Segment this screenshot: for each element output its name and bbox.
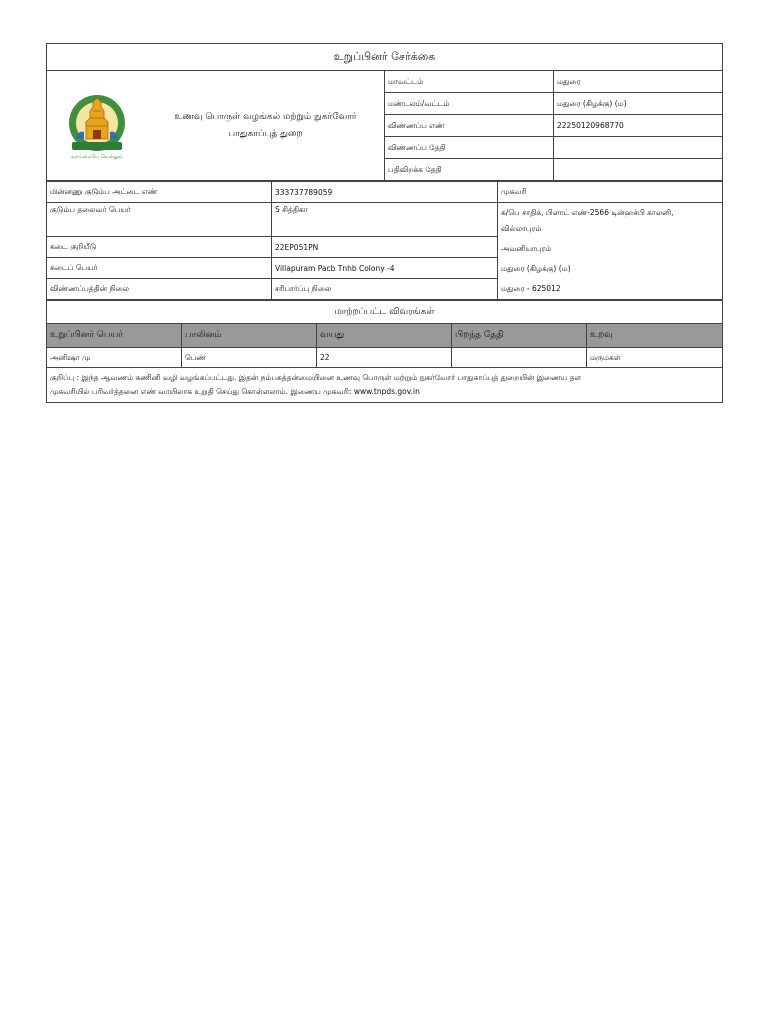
column-header: பாலினம் (182, 324, 317, 348)
meta-value (554, 137, 723, 159)
info-value: Villapuram Pacb Tnhb Colony -4 (272, 258, 498, 279)
meta-value: மதுரை (கிழக்கு) (ம) (554, 93, 723, 115)
info-value: S சித்திகா (272, 203, 498, 237)
meta-label: விண்ணப்ப எண் (385, 115, 554, 137)
column-header: உறவு (587, 324, 723, 348)
meta-value: 22250120968770 (554, 115, 723, 137)
info-label: விண்ணப்பத்தின் நிலை (47, 279, 272, 300)
member-name: அனிஷா மு (47, 348, 182, 368)
note: குறிப்பு : இந்த ஆவணம் கணினி வழி வழங்கப்பட்டது. இதன் நம்பகத்தன்மையினை உணவு பொருள் மற்றும் நுகர்வோர் பாதுகாப்புத் துறையின் இணைய தள முகவரியில் பரிவர்த்தனை எண் வாயிலாக உறுதி செய்து கொள்ளலாம். இணைய முகவரி: www.tnpds.gov.in (47, 368, 723, 403)
info-value: 22EP051PN (272, 237, 498, 258)
info-label: கடைப் பெயர் (47, 258, 272, 279)
logo (47, 92, 147, 160)
meta-label: மாவட்டம் (385, 71, 554, 93)
address-value: க/பெ சாதிக், பிளாட் எண்-2566 டின்ஹச்பி காலனி, வில்லாபுரம் அவனியாபுரம் மதுரை (கிழக்கு) (ம) மதுரை - 625012 (498, 203, 723, 300)
meta-label: பதிவிறக்க தேதி (385, 159, 554, 181)
department-name: உணவு பொருள் வழங்கல் மற்றும் நுகர்வோர் பாதுகாப்புத் துறை (174, 111, 357, 139)
address-label: முகவரி (498, 182, 723, 203)
table-row (47, 348, 723, 368)
logo-caption: வாய்மையே வெல்லும் (71, 153, 123, 160)
header-table (46, 43, 723, 181)
column-header: பிறந்த தேதி (452, 324, 587, 348)
ration-card-document (46, 43, 722, 403)
member-age: 22 (317, 348, 452, 368)
changes-table (46, 300, 723, 403)
document-title: உறுப்பினர் சேர்க்கை (47, 44, 723, 71)
info-value: சரிபார்ப்பு நிலை (272, 279, 498, 300)
meta-label: விண்ணப்ப தேதி (385, 137, 554, 159)
member-relation: மருமகள் (587, 348, 723, 368)
changes-heading: மாற்றப்பட்ட விவரங்கள் (47, 301, 723, 324)
member-gender: பெண் (182, 348, 317, 368)
member-dob (452, 348, 587, 368)
column-header: உறுப்பினர் பெயர் (47, 324, 182, 348)
info-label: குடும்ப தலைவர் பெயர் (47, 203, 272, 237)
column-header: வயது (317, 324, 452, 348)
info-table (46, 181, 723, 300)
meta-value: மதுரை (554, 71, 723, 93)
meta-label: மண்டலம்/வட்டம் (385, 93, 554, 115)
meta-value (554, 159, 723, 181)
info-value: 333737789059 (272, 182, 498, 203)
info-label: கடை குறியீடு (47, 237, 272, 258)
header-left-cell (47, 71, 385, 181)
info-label: மின்னணு குடும்ப அட்டை எண் (47, 182, 272, 203)
tamilnadu-emblem-icon (62, 92, 132, 158)
